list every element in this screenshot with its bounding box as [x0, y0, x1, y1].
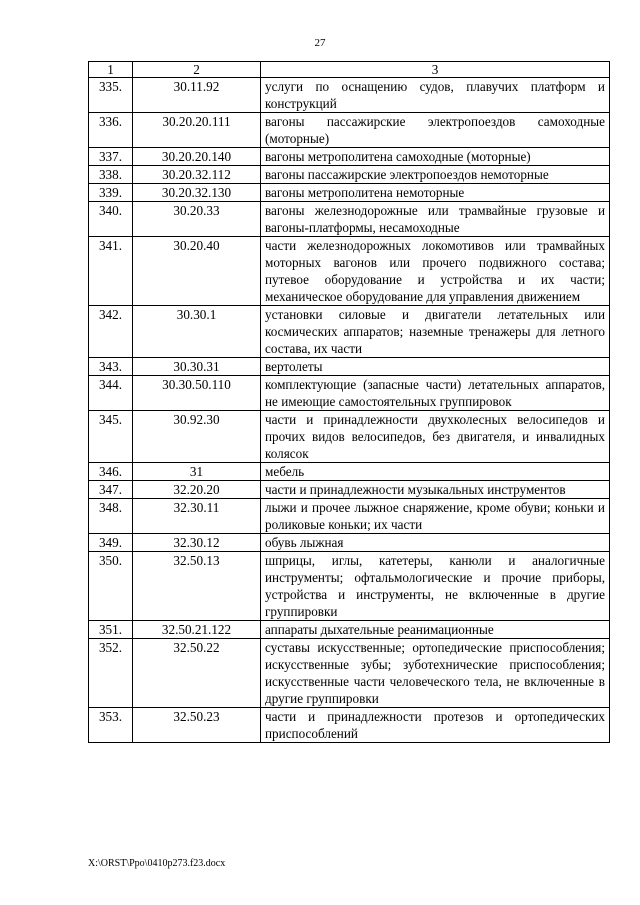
- description-cell: вагоны железнодорожные или трамвайные грузовые и вагоны-платформы, несамоходные: [261, 202, 610, 237]
- table-row: [89, 306, 610, 358]
- okpd-code-cell: 32.50.13: [133, 552, 261, 621]
- table-row: [89, 708, 610, 743]
- okpd-code-cell: 30.11.92: [133, 78, 261, 113]
- table-row: [89, 552, 610, 621]
- okpd-code-cell: 30.20.32.130: [133, 184, 261, 202]
- footer-file-path: X:\ORST\Ppo\0410p273.f23.docx: [88, 858, 226, 869]
- okpd-code-cell: 32.30.12: [133, 534, 261, 552]
- row-number-cell: 347.: [89, 481, 133, 499]
- okpd-code-cell: 32.30.11: [133, 499, 261, 534]
- okpd-code-cell: 30.30.50.110: [133, 376, 261, 411]
- codes-table: [88, 61, 610, 743]
- row-number-cell: 338.: [89, 166, 133, 184]
- row-number-cell: 343.: [89, 358, 133, 376]
- description-cell: лыжи и прочее лыжное снаряжение, кроме обуви; коньки и роликовые коньки; их части: [261, 499, 610, 534]
- description-cell: части и принадлежности двухколесных велосипедов и прочих видов велосипедов, без двигателя, и инвалидных колясок: [261, 411, 610, 463]
- table-row: [89, 534, 610, 552]
- description-cell: вагоны метрополитена немоторные: [261, 184, 610, 202]
- page-number: 27: [314, 37, 326, 49]
- okpd-code-cell: 30.20.20.140: [133, 148, 261, 166]
- okpd-code-cell: 31: [133, 463, 261, 481]
- row-number-cell: 350.: [89, 552, 133, 621]
- okpd-code-cell: 30.30.1: [133, 306, 261, 358]
- description-cell: части и принадлежности протезов и ортопедических приспособлений: [261, 708, 610, 743]
- description-cell: суставы искусственные; ортопедические приспособления; искусственные зубы; зуботехнические приспособления; искусственные части человеческого тела, не включенные в другие группировки: [261, 639, 610, 708]
- okpd-code-cell: 30.30.31: [133, 358, 261, 376]
- row-number-cell: 351.: [89, 621, 133, 639]
- description-cell: вагоны пассажирские электропоездов немоторные: [261, 166, 610, 184]
- row-number-cell: 339.: [89, 184, 133, 202]
- table-row: [89, 411, 610, 463]
- row-number-cell: 345.: [89, 411, 133, 463]
- okpd-code-cell: 30.20.20.111: [133, 113, 261, 148]
- table-row: [89, 499, 610, 534]
- table-row: [89, 113, 610, 148]
- table-row: [89, 148, 610, 166]
- header-col-1: 1: [89, 62, 133, 78]
- table-row: [89, 639, 610, 708]
- okpd-code-cell: 32.50.23: [133, 708, 261, 743]
- okpd-code-cell: 32.50.22: [133, 639, 261, 708]
- table-row: [89, 78, 610, 113]
- table-row: [89, 202, 610, 237]
- description-cell: вагоны пассажирские электропоездов самоходные (моторные): [261, 113, 610, 148]
- description-cell: аппараты дыхательные реанимационные: [261, 621, 610, 639]
- description-cell: части и принадлежности музыкальных инструментов: [261, 481, 610, 499]
- description-cell: установки силовые и двигатели летательных или космических аппаратов; наземные тренажеры для летного состава, их части: [261, 306, 610, 358]
- row-number-cell: 336.: [89, 113, 133, 148]
- description-cell: обувь лыжная: [261, 534, 610, 552]
- row-number-cell: 335.: [89, 78, 133, 113]
- row-number-cell: 349.: [89, 534, 133, 552]
- row-number-cell: 340.: [89, 202, 133, 237]
- table-row: [89, 166, 610, 184]
- header-col-3: 3: [261, 62, 610, 78]
- header-col-2: 2: [133, 62, 261, 78]
- okpd-code-cell: 30.20.33: [133, 202, 261, 237]
- table-row: [89, 376, 610, 411]
- description-cell: шприцы, иглы, катетеры, канюли и аналогичные инструменты; офтальмологические и прочие приборы, устройства и инструменты, не включенные в другие группировки: [261, 552, 610, 621]
- table-row: [89, 237, 610, 306]
- description-cell: вагоны метрополитена самоходные (моторные): [261, 148, 610, 166]
- table-row: [89, 481, 610, 499]
- row-number-cell: 348.: [89, 499, 133, 534]
- description-cell: комплектующие (запасные части) летательных аппаратов, не имеющие самостоятельных группировок: [261, 376, 610, 411]
- table-row: [89, 184, 610, 202]
- row-number-cell: 342.: [89, 306, 133, 358]
- row-number-cell: 353.: [89, 708, 133, 743]
- table-row: [89, 621, 610, 639]
- okpd-code-cell: 30.92.30: [133, 411, 261, 463]
- row-number-cell: 346.: [89, 463, 133, 481]
- description-cell: услуги по оснащению судов, плавучих платформ и конструкций: [261, 78, 610, 113]
- table-header-row: [89, 62, 610, 78]
- row-number-cell: 341.: [89, 237, 133, 306]
- row-number-cell: 344.: [89, 376, 133, 411]
- okpd-code-cell: 30.20.40: [133, 237, 261, 306]
- description-cell: вертолеты: [261, 358, 610, 376]
- okpd-code-cell: 32.50.21.122: [133, 621, 261, 639]
- description-cell: мебель: [261, 463, 610, 481]
- description-cell: части железнодорожных локомотивов или трамвайных моторных вагонов или прочего подвижного состава; путевое оборудование и устройства и их части; механическое оборудование для управления движением: [261, 237, 610, 306]
- row-number-cell: 352.: [89, 639, 133, 708]
- table-row: [89, 358, 610, 376]
- okpd-code-cell: 32.20.20: [133, 481, 261, 499]
- row-number-cell: 337.: [89, 148, 133, 166]
- table-row: [89, 463, 610, 481]
- okpd-code-cell: 30.20.32.112: [133, 166, 261, 184]
